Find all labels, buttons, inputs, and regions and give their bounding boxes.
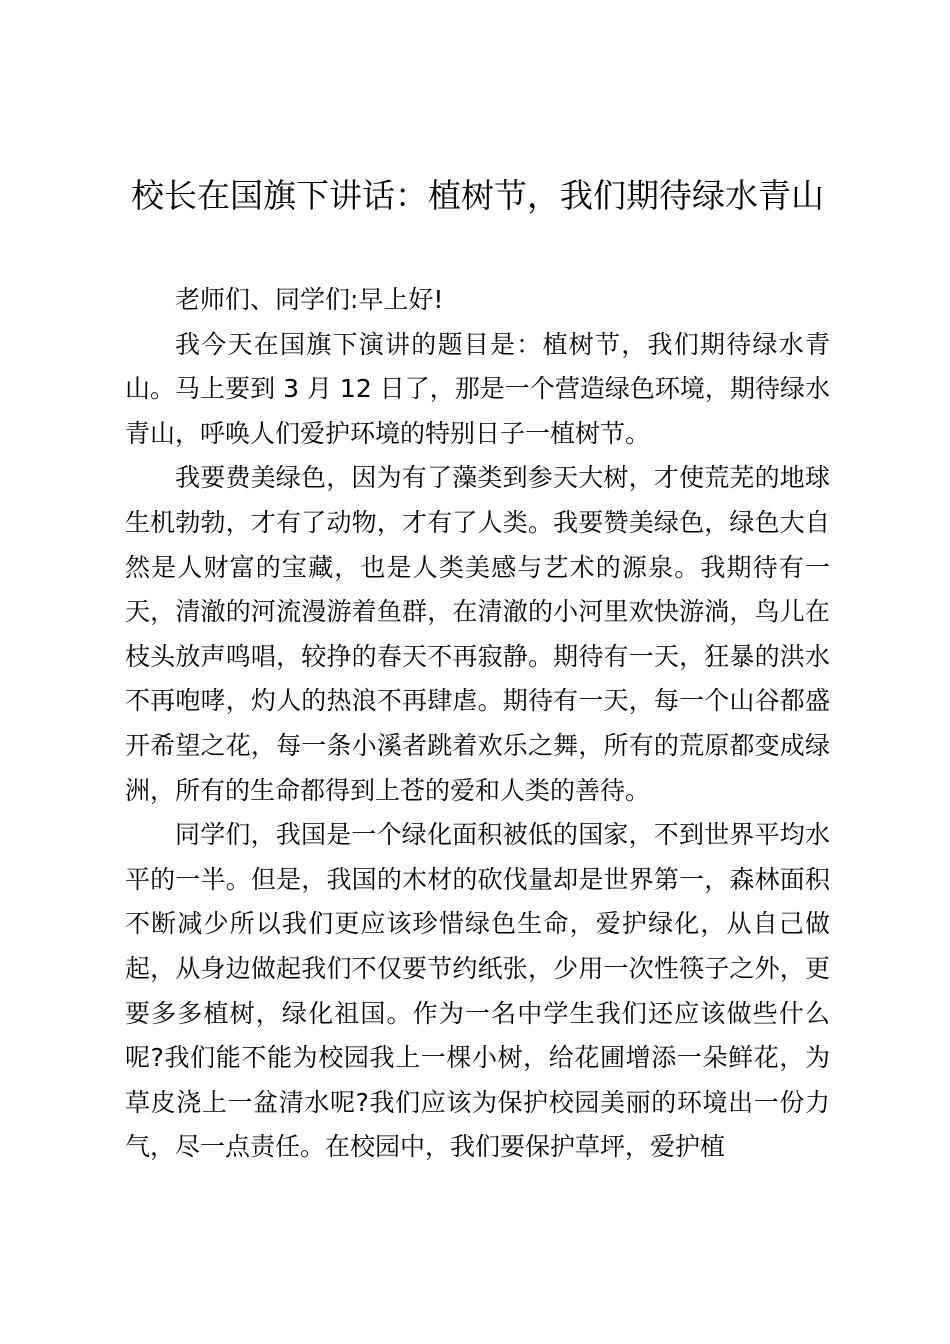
document-title: 校长在国旗下讲话：植树节，我们期待绿水青山: [131, 176, 824, 215]
document-body: [125, 278, 830, 1170]
paragraph-topic: 我今天在国旗下演讲的题目是：植树节，我们期待绿水青山。马上要到 3 月 12 日了，那是一个营造绿色环境，期待绿水青山，呼唤人们爱护环境的特别日子一植树节。: [125, 329, 830, 448]
paragraph-greeting: 老师们、同学们:早上好!: [175, 285, 444, 314]
paragraph-call-to-action: 同学们，我国是一个绿化面积被低的国家，不到世界平均水平的一半。但是，我国的木材的砍伐量却是世界第一，森林面积不断减少所以我们更应该珍惜绿色生命，爱护绿化，从自己做起，从身边做起我们不仅要节约纸张，少用一次性筷子之外，更要多多植树，绿化祖国。作为一名中学生我们还应该做些什么呢?我们能不能为校园我上一棵小树，给花圃增添一朵鲜花，为草皮浇上一盆清水呢?我们应该为保护校园美丽的环境出一份力气，尽一点责任。在校园中，我们要保护草坪，爱护植: [125, 820, 830, 1162]
paragraph-praise-green: 我要费美绿色，因为有了藻类到参天大树，才使荒芜的地球生机勃勃，才有了动物，才有了人类。我要赞美绿色，绿色大自然是人财富的宝藏，也是人类美感与艺术的源泉。我期待有一天，清澈的河流漫游着鱼群，在清澈的小河里欢快游淌，鸟儿在枝头放声鸣唱，较挣的春天不再寂静。期待有一天，狂暴的洪水不再咆哮，灼人的热浪不再肆虐。期待有一天，每一个山谷都盛开希望之花，每一条小溪者跳着欢乐之舞，所有的荒原都变成绿洲，所有的生命都得到上苍的爱和人类的善待。: [125, 463, 830, 805]
